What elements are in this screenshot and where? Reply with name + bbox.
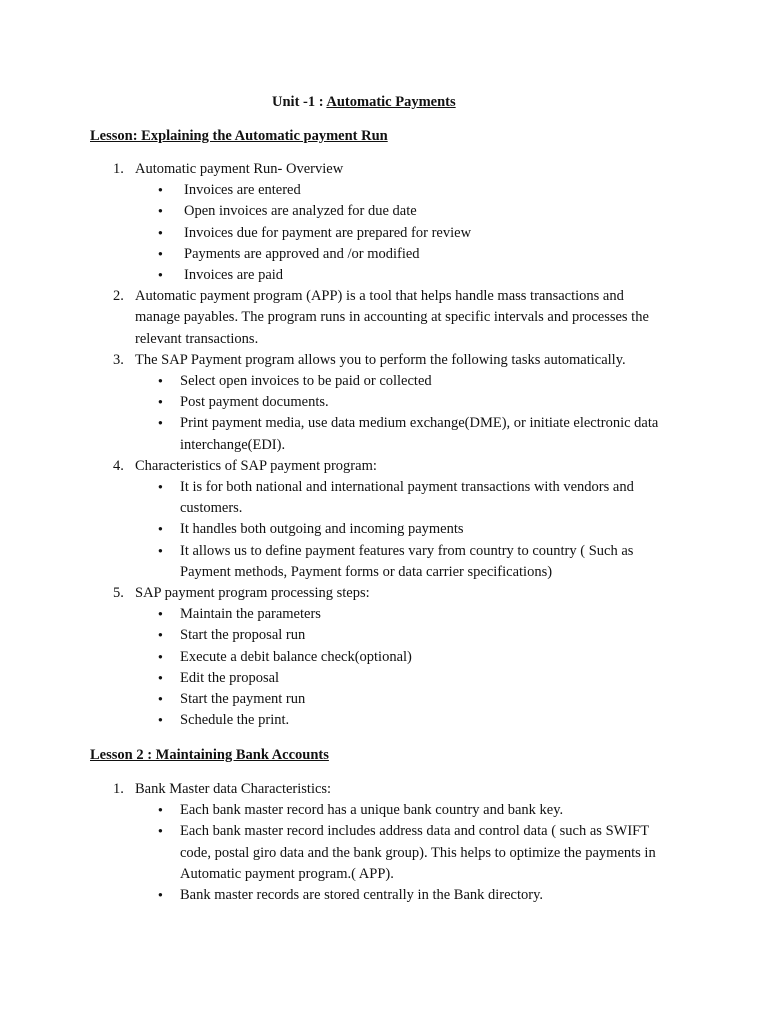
bullet-icon: ● [158, 227, 163, 237]
bullet-icon: ● [158, 715, 163, 725]
lesson1-item-number: 5. [113, 585, 124, 601]
lesson2-bullet-text: Bank master records are stored centrally in the Bank directory. [180, 887, 544, 903]
lesson2-heading: Lesson 2 : Maintaining Bank Accounts [90, 747, 329, 763]
lesson1-heading: Lesson: Explaining the Automatic payment Run [90, 128, 388, 144]
bullet-icon: ● [158, 248, 163, 258]
lesson1-bullet-text: interchange(EDI). [180, 436, 286, 453]
bullet-icon: ● [158, 630, 163, 640]
bullet-icon: ● [158, 206, 163, 216]
bullet-icon: ● [158, 826, 163, 836]
bullet-icon: ● [158, 651, 163, 661]
bullet-icon: ● [158, 609, 163, 619]
lesson1-bullet-text: Payment methods, Payment forms or data carrier specifications) [180, 563, 553, 580]
bullet-icon: ● [158, 270, 163, 279]
lesson1-bullet-text: Schedule the print. [180, 712, 290, 729]
lesson1-item-text: manage payables. The program runs in accounting at specific intervals and processes the [135, 309, 649, 326]
bullet-icon: ● [158, 890, 163, 899]
lesson1-bullet-text: Open invoices are analyzed for due date [184, 203, 417, 220]
title-main: Automatic Payments [326, 94, 456, 110]
lesson2-item-text: Bank Master data Characteristics: [135, 781, 332, 797]
bullet-icon: ● [158, 545, 163, 555]
lesson1-bullet-text: Edit the proposal [180, 669, 280, 686]
bullet-icon: ● [158, 397, 163, 407]
bullet-icon: ● [158, 418, 163, 428]
bullet-icon: ● [158, 694, 163, 703]
lesson1-item-text: Characteristics of SAP payment program: [135, 457, 377, 474]
lesson1-bullet-text: It allows us to define payment features vary from country to country ( Such as [180, 542, 634, 559]
lesson1-bullet-text: customers. [180, 500, 243, 517]
bullet-icon: ● [158, 672, 163, 682]
lesson1-item-number: 2. [113, 288, 124, 305]
page-title [272, 93, 456, 111]
lesson1-item-text: SAP payment program processing steps: [135, 585, 370, 601]
lesson1-item-text: relevant transactions. [135, 330, 259, 347]
lesson1-item-number: 3. [113, 351, 124, 368]
lesson2-bullet-text: code, postal giro data and the bank group). This helps to optimize the payments in [180, 844, 656, 861]
lesson1-item-text: Automatic payment program (APP) is a tool that helps handle mass transactions and [135, 288, 624, 305]
lesson1-bullet-text: Start the payment run [180, 691, 306, 707]
bullet-icon: ● [158, 376, 163, 385]
lesson1-bullet-text: Invoices are paid [184, 267, 284, 283]
bullet-icon: ● [158, 524, 163, 534]
lesson1-bullet-text: Start the proposal run [180, 627, 306, 644]
lesson2-item-number: 1. [113, 781, 124, 797]
lesson2-bullet-text: Each bank master record has a unique bank country and bank key. [180, 802, 564, 819]
bullet-icon: ● [158, 482, 163, 491]
lesson1-bullet-text: Invoices are entered [184, 182, 301, 199]
title-prefix: Unit -1 : [272, 94, 327, 110]
lesson1-bullet-text: Post payment documents. [180, 394, 329, 411]
lesson1-bullet-text: Print payment media, use data medium exchange(DME), or initiate electronic data [180, 415, 659, 432]
lesson1-item-text: The SAP Payment program allows you to perform the following tasks automatically. [135, 351, 626, 368]
lesson1-bullet-text: It handles both outgoing and incoming payments [180, 521, 464, 538]
lesson1-bullet-text: Execute a debit balance check(optional) [180, 648, 412, 665]
lesson1-bullet-text: Select open invoices to be paid or collected [180, 373, 432, 389]
lesson1-item-number: 4. [113, 457, 124, 474]
lesson1-bullet-text: Maintain the parameters [180, 606, 321, 623]
lesson1-item-number: 1. [113, 161, 124, 177]
lesson1-item-text: Automatic payment Run- Overview [135, 161, 344, 177]
lesson2-bullet-text: Each bank master record includes address data and control data ( such as SWIFT [180, 823, 650, 840]
bullet-icon: ● [158, 185, 163, 195]
lesson2-bullet-text: Automatic payment program.( APP). [180, 865, 394, 882]
lesson1-bullet-text: Invoices due for payment are prepared for review [184, 224, 472, 241]
bullet-icon: ● [158, 805, 163, 815]
lesson1-bullet-text: Payments are approved and /or modified [184, 245, 420, 262]
lesson1-bullet-text: It is for both national and international payment transactions with vendors and [180, 479, 634, 495]
